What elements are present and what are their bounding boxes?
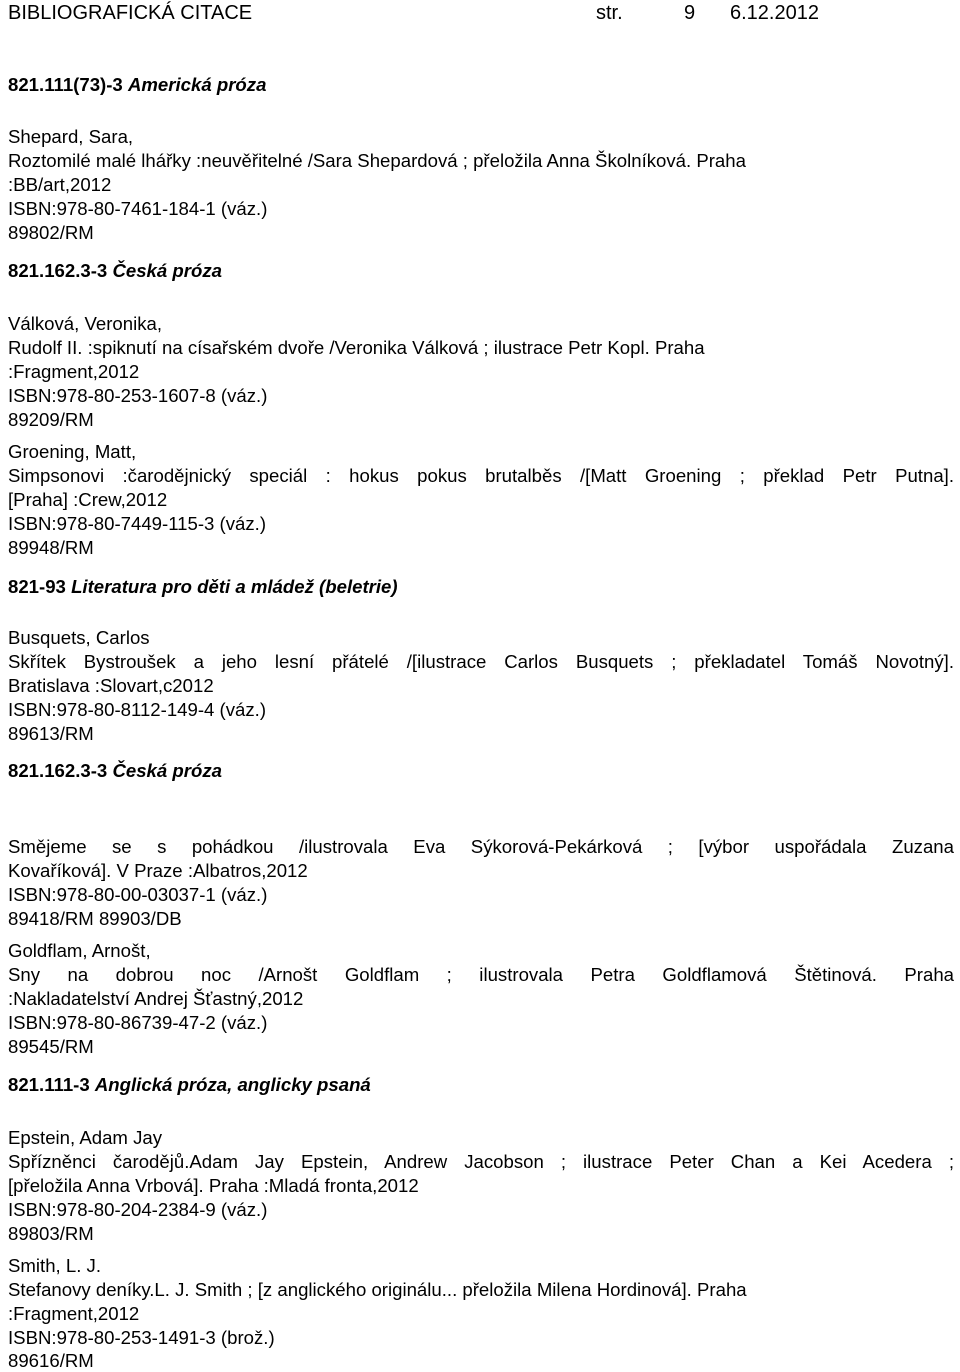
entry-call-number: 89209/RM [8,409,94,430]
section-heading-childrens-literature: 821-93 Literatura pro děti a mládež (beletrie) [8,576,398,597]
entry-isbn: ISBN:978-80-7449-115-3 (váz.) [8,513,267,534]
entry-publisher: [přeložila Anna Vrbová]. Praha :Mladá fronta,2012 [8,1175,419,1196]
entry-author: Válková, Veronika, [8,313,163,334]
section-heading-american-prose: 821.111(73)-3 Americká próza [8,74,267,95]
entry-isbn: ISBN:978-80-253-1491-3 (brož.) [8,1327,275,1348]
entry-author: Epstein, Adam Jay [8,1127,162,1148]
entry-author: Busquets, Carlos [8,627,150,648]
page-label: str. [596,2,623,24]
entry-isbn: ISBN:978-80-00-03037-1 (váz.) [8,884,268,905]
entry-publisher: :Nakladatelství Andrej Šťastný,2012 [8,988,304,1009]
entry-author: Goldflam, Arnošt, [8,940,151,961]
entry-publisher: Kovaříková]. V Praze :Albatros,2012 [8,860,308,881]
entry-title: Spřízněnci čarodějů.Adam Jay Epstein, Andrew Jacobson ; ilustrace Peter Chan a Kei Acedera ; [8,1151,954,1172]
section-heading-czech-prose: 821.162.3-3 Česká próza [8,260,222,281]
entry-isbn: ISBN:978-80-8112-149-4 (váz.) [8,699,267,720]
page-number: 9 [684,2,696,24]
entry-author: Shepard, Sara, [8,126,134,147]
entry-call-number: 89613/RM [8,723,94,744]
entry-title: Skřítek Bystroušek a jeho lesní přátelé /[ilustrace Carlos Busquets ; překladatel Tomáš Novotný]. [8,651,954,672]
entry-title: Smějeme se s pohádkou /ilustrovala Eva Sýkorová-Pekárková ; [výbor uspořádala Zuzana [8,836,954,857]
entry-call-number: 89802/RM [8,222,94,243]
entry-call-number: 89616/RM [8,1350,94,1371]
entry-isbn: ISBN:978-80-86739-47-2 (váz.) [8,1012,268,1033]
header-date: 6.12.2012 [730,2,819,24]
entry-title: Roztomilé malé lhářky :neuvěřitelné /Sara Shepardová ; přeložila Anna Školníková. Praha [8,150,746,171]
entry-publisher: Bratislava :Slovart,c2012 [8,675,214,696]
document-header-title: BIBLIOGRAFICKÁ CITACE [8,2,253,24]
entry-publisher: [Praha] :Crew,2012 [8,489,168,510]
entry-title: Sny na dobrou noc /Arnošt Goldflam ; ilustrovala Petra Goldflamová Štětinová. Praha [8,964,954,985]
section-heading-czech-prose: 821.162.3-3 Česká próza [8,760,222,781]
entry-isbn: ISBN:978-80-253-1607-8 (váz.) [8,385,268,406]
entry-title: Stefanovy deníky.L. J. Smith ; [z anglického originálu... přeložila Milena Hordinová]. Praha [8,1279,747,1300]
entry-call-number: 89803/RM [8,1223,94,1244]
entry-call-number: 89418/RM 89903/DB [8,908,182,929]
entry-publisher: :BB/art,2012 [8,174,112,195]
section-heading-english-prose: 821.111-3 Anglická próza, anglicky psaná [8,1074,371,1095]
entry-publisher: :Fragment,2012 [8,361,140,382]
entry-call-number: 89545/RM [8,1036,94,1057]
entry-publisher: :Fragment,2012 [8,1303,140,1324]
entry-isbn: ISBN:978-80-204-2384-9 (váz.) [8,1199,268,1220]
entry-author: Smith, L. J. [8,1255,101,1276]
entry-title: Rudolf II. :spiknutí na císařském dvoře /Veronika Válková ; ilustrace Petr Kopl. Praha [8,337,705,358]
entry-author: Groening, Matt, [8,441,137,462]
entry-call-number: 89948/RM [8,537,94,558]
entry-title: Simpsonovi :čarodějnický speciál : hokus pokus brutalběs /[Matt Groening ; překlad Petr Putna]. [8,465,954,486]
entry-isbn: ISBN:978-80-7461-184-1 (váz.) [8,198,268,219]
